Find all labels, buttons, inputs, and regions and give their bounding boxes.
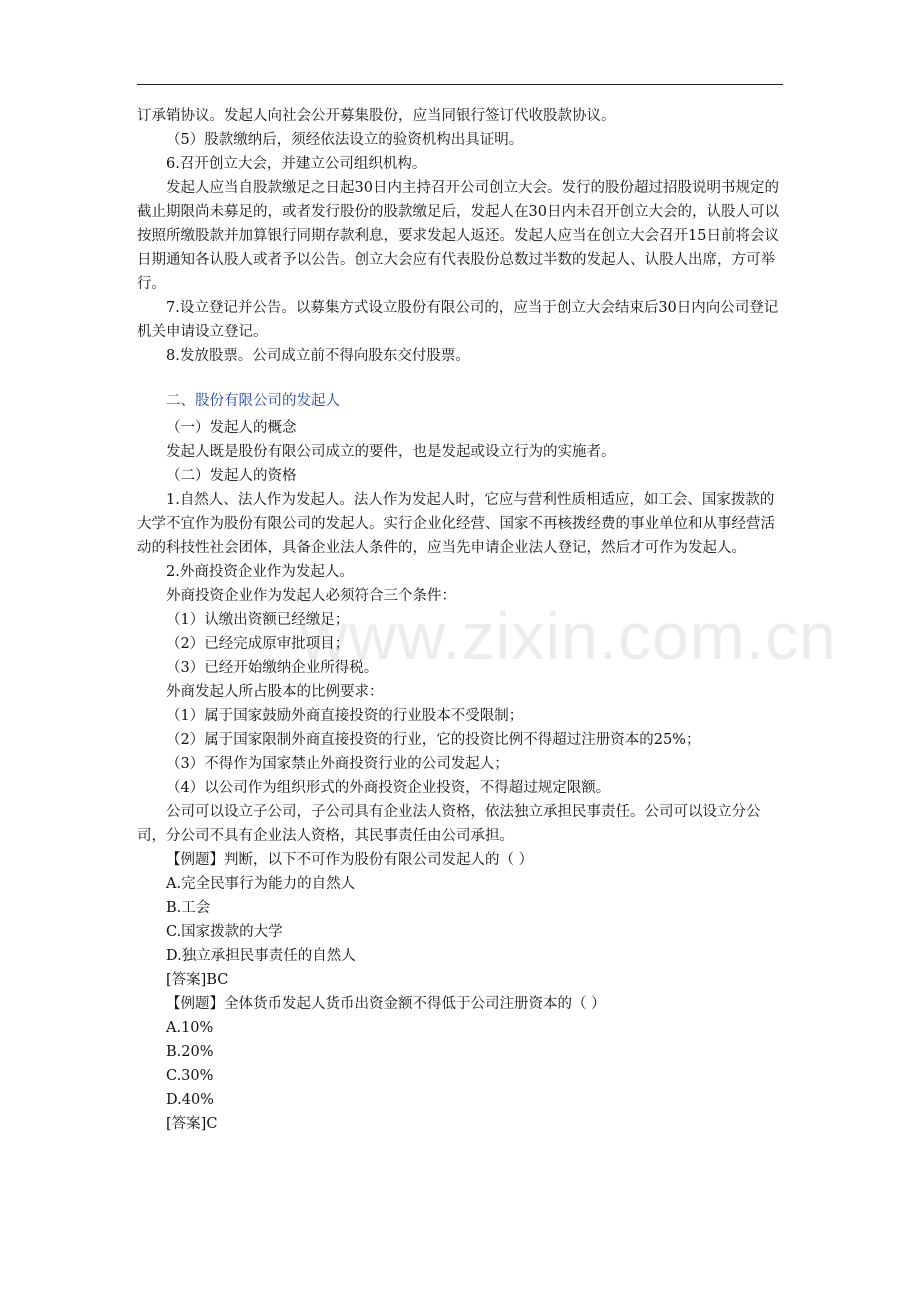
paragraph: 1.自然人、法人作为发起人。法人作为发起人时，它应与营利性质相适应，如工会、国家拨款的大学不宜作为股份有限公司的发起人。实行企业化经营、国家不再核拨经费的事业单位和从事经营活动的科技性社会团体，具备企业法人条件的，应当先申请企业法人登记，然后才可作为发起人。 [137,492,775,556]
option: D.独立承担民事责任的自然人 [166,948,356,964]
answer: [答案]BC [166,972,229,988]
option: A.10% [166,1020,214,1036]
list-item: （3）已经开始缴纳企业所得税。 [166,660,379,676]
watermark: www.zixin.com.cn [300,599,837,673]
paragraph: 公司可以设立子公司，子公司具有企业法人资格，依法独立承担民事责任。公司可以设立分公司，分公司不具有企业法人资格，其民事责任由公司承担。 [137,804,761,844]
example-question: 【例题】全体货币发起人货币出资金额不得低于公司注册资本的（ ） [166,996,606,1012]
example-question: 【例题】判断，以下不可作为股份有限公司发起人的（ ） [166,852,534,868]
paragraph: 发起人既是股份有限公司成立的要件，也是发起或设立行为的实施者。 [166,444,616,460]
list-item: （1）属于国家鼓励外商直接投资的行业股本不受限制； [166,708,524,724]
paragraph: 8.发放股票。公司成立前不得向股东交付股票。 [166,348,470,364]
option: A.完全民事行为能力的自然人 [166,876,356,892]
header-rule [137,84,783,85]
paragraph: 发起人应当自股款缴足之日起30日内主持召开公司创立大会。发行的股份超过招股说明书规定的截止期限尚未募足的，或者发行股份的股款缴足后，发起人在30日内未召开创立大会的，认股人可以按照所缴股款并加算银行同期存款利息，要求发起人返还。发起人应当在创立大会召开15日前将会议日期通知各认股人或者予以公告。创立大会应有代表股份总数过半数的发起人、认股人出席，方可举行。 [137,180,779,292]
option: C.国家拨款的大学 [166,924,283,940]
paragraph: 7.设立登记并公告。以募集方式设立股份有限公司的，应当于创立大会结束后30日内向公司登记机关申请设立登记。 [137,300,779,340]
paragraph: 外商发起人所占股本的比例要求： [166,684,384,700]
option: B.20% [166,1044,214,1060]
subheading: （二）发起人的资格 [166,468,297,484]
document-body [137,104,783,1136]
list-item: （2）已经完成原审批项目； [166,636,350,652]
paragraph: 6.召开创立大会，并建立公司组织机构。 [166,156,427,172]
option: C.30% [166,1068,214,1084]
list-item: （3）不得作为国家禁止外商投资行业的公司发起人； [166,756,509,772]
subheading: （一）发起人的概念 [166,420,297,436]
list-item: （4）以公司作为组织形式的外商投资企业投资，不得超过规定限额。 [166,780,611,796]
option: D.40% [166,1092,214,1108]
section-heading: 二、股份有限公司的发起人 [166,393,340,409]
list-item: （1）认缴出资额已经缴足； [166,612,350,628]
paragraph: 外商投资企业作为发起人必须符合三个条件： [166,588,456,604]
paragraph: 订承销协议。发起人向社会公开募集股份，应当同银行签订代收股款协议。 [137,108,616,124]
option: B.工会 [166,900,211,916]
list-item: （2）属于国家限制外商直接投资的行业，它的投资比例不得超过注册资本的25%； [166,732,701,748]
answer: [答案]C [166,1116,218,1132]
paragraph: （5）股款缴纳后，须经依法设立的验资机构出具证明。 [166,132,524,148]
paragraph: 2.外商投资企业作为发起人。 [166,564,354,580]
